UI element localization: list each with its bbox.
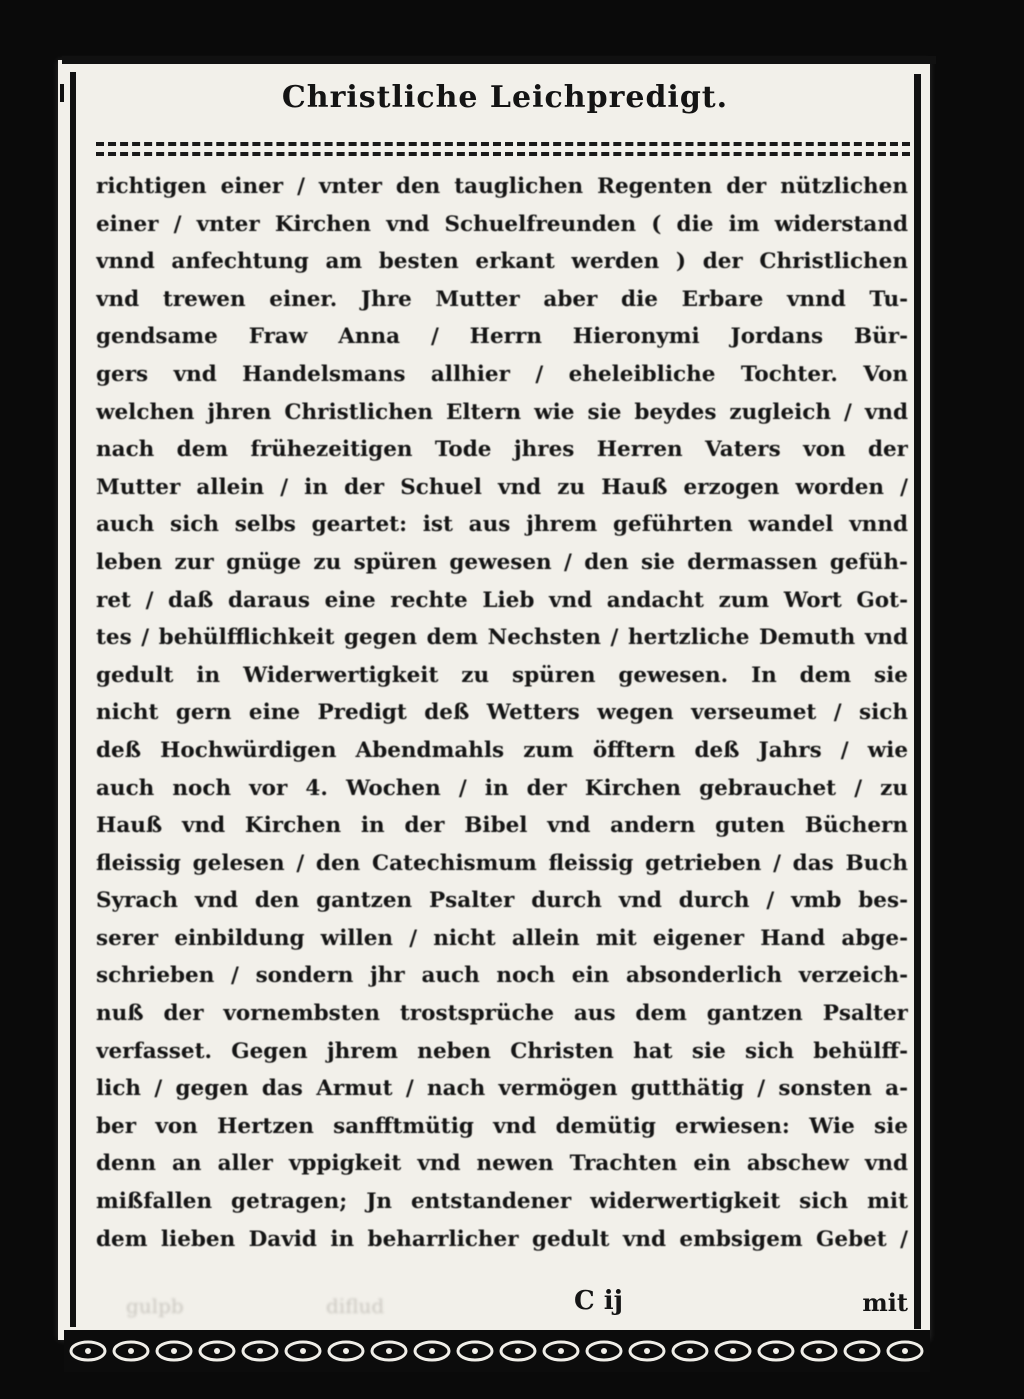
ornament-dot <box>257 1348 263 1354</box>
body-text <box>96 168 908 1258</box>
text-line: ber von Hertzen sanfftmütig vnd demütig erwiesen: Wie sie <box>96 1113 908 1139</box>
ornament-dot <box>687 1348 693 1354</box>
right-frame-rule <box>914 74 921 1329</box>
text-line: nuß der vornembsten trostsprüche aus dem gantzen Psalter <box>96 1001 908 1027</box>
ornament-dot <box>214 1348 220 1354</box>
top-border-rule <box>62 56 936 64</box>
text-line: serer einbildung willen / nicht allein mit eigener Hand abge- <box>96 925 908 951</box>
signature-mark: C ij <box>574 1286 624 1316</box>
ornament-dot <box>300 1348 306 1354</box>
margin-mark <box>60 84 64 102</box>
ornament-dot <box>343 1348 349 1354</box>
bleed-through-text: diflud <box>326 1294 385 1318</box>
catchword: mit <box>862 1288 908 1317</box>
text-line: dem lieben David in beharrlicher gedult vnd embsigem Gebet / <box>96 1226 908 1252</box>
text-line: auch noch vor 4. Wochen / in der Kirchen gebrauchet / zu <box>96 775 908 801</box>
ornament-dot <box>601 1348 607 1354</box>
ornament-dot <box>85 1348 91 1354</box>
ornament-dot <box>429 1348 435 1354</box>
text-line: vnd trewen einer. Jhre Mutter aber die Erbare vnnd Tu- <box>96 286 908 312</box>
text-line: gendsame Fraw Anna / Herrn Hieronymi Jordans Bür- <box>96 324 908 350</box>
ornament-dot <box>128 1348 134 1354</box>
ornament-dot <box>386 1348 392 1354</box>
ornament-dot <box>171 1348 177 1354</box>
text-line: deß Hochwürdigen Abendmahls zum öfftern deß Jahrs / wie <box>96 737 908 763</box>
text-line: verfasset. Gegen jhrem neben Christen hat sie sich behülff- <box>96 1038 908 1064</box>
text-line: einer / vnter Kirchen vnd Schuelfreunden ( die im widerstand <box>96 211 908 237</box>
text-line: gers vnd Handelsmans allhier / eheleibliche Tochter. Von <box>96 361 908 387</box>
ornamental-border-bottom <box>64 1330 930 1372</box>
text-line: fleissig gelesen / den Catechismum fleissig getrieben / das Buch <box>96 850 908 876</box>
text-line: Hauß vnd Kirchen in der Bibel vnd andern guten Büchern <box>96 813 908 839</box>
text-line: tes / behülfflichkeit gegen dem Nechsten / hertzliche Demuth vnd <box>96 625 908 651</box>
text-line: denn an aller vppigkeit vnd newen Trachten ein abschew vnd <box>96 1151 908 1177</box>
text-line: nicht gern eine Predigt deß Wetters wegen verseumet / sich <box>96 700 908 726</box>
text-line: schrieben / sondern jhr auch noch ein absonderlich verzeich- <box>96 963 908 989</box>
ornament-dot <box>859 1348 865 1354</box>
ornament-dot <box>558 1348 564 1354</box>
text-line: welchen jhren Christlichen Eltern wie sie beydes zugleich / vnd <box>96 399 908 425</box>
ornament-dot <box>816 1348 822 1354</box>
running-title: Christliche Leichpredigt. <box>281 80 729 115</box>
ornament-dot <box>773 1348 779 1354</box>
ornament-background <box>64 1330 930 1372</box>
text-line: lich / gegen das Armut / nach vermögen gutthätig / sonsten a- <box>96 1076 908 1102</box>
header-dashed-rule <box>96 142 910 156</box>
ornament-dot <box>472 1348 478 1354</box>
ornament-dot <box>644 1348 650 1354</box>
left-frame-rule <box>70 72 76 1327</box>
ornament-dot <box>730 1348 736 1354</box>
text-line: richtigen einer / vnter den tauglichen Regenten der nützlichen <box>96 174 908 199</box>
text-line: ret / daß daraus eine rechte Lieb vnd andacht zum Wort Got- <box>96 587 908 613</box>
text-line: mißfallen getragen; Jn entstandener widerwertigkeit sich mit <box>96 1189 908 1215</box>
page-footer <box>96 1286 908 1326</box>
text-line: auch sich selbs geartet: ist aus jhrem geführten wandel vnnd <box>96 512 908 538</box>
text-line: Syrach vnd den gantzen Psalter durch vnd durch / vmb bes- <box>96 888 908 914</box>
text-line: nach dem frühezeitigen Tode jhres Herren Vaters von der <box>96 437 908 463</box>
text-line: vnnd anfechtung am besten erkant werden ) der Christlichen <box>96 249 908 275</box>
text-line: gedult in Widerwertigkeit zu spüren gewesen. In dem sie <box>96 662 908 688</box>
text-line: leben zur gnüge zu spüren gewesen / den sie dermassen gefüh- <box>96 549 908 575</box>
ornament-dot <box>902 1348 908 1354</box>
bleed-through-text: gulpb <box>126 1294 184 1318</box>
text-line: Mutter allein / in der Schuel vnd zu Hauß erzogen worden / <box>96 474 908 500</box>
ornament-dot <box>515 1348 521 1354</box>
